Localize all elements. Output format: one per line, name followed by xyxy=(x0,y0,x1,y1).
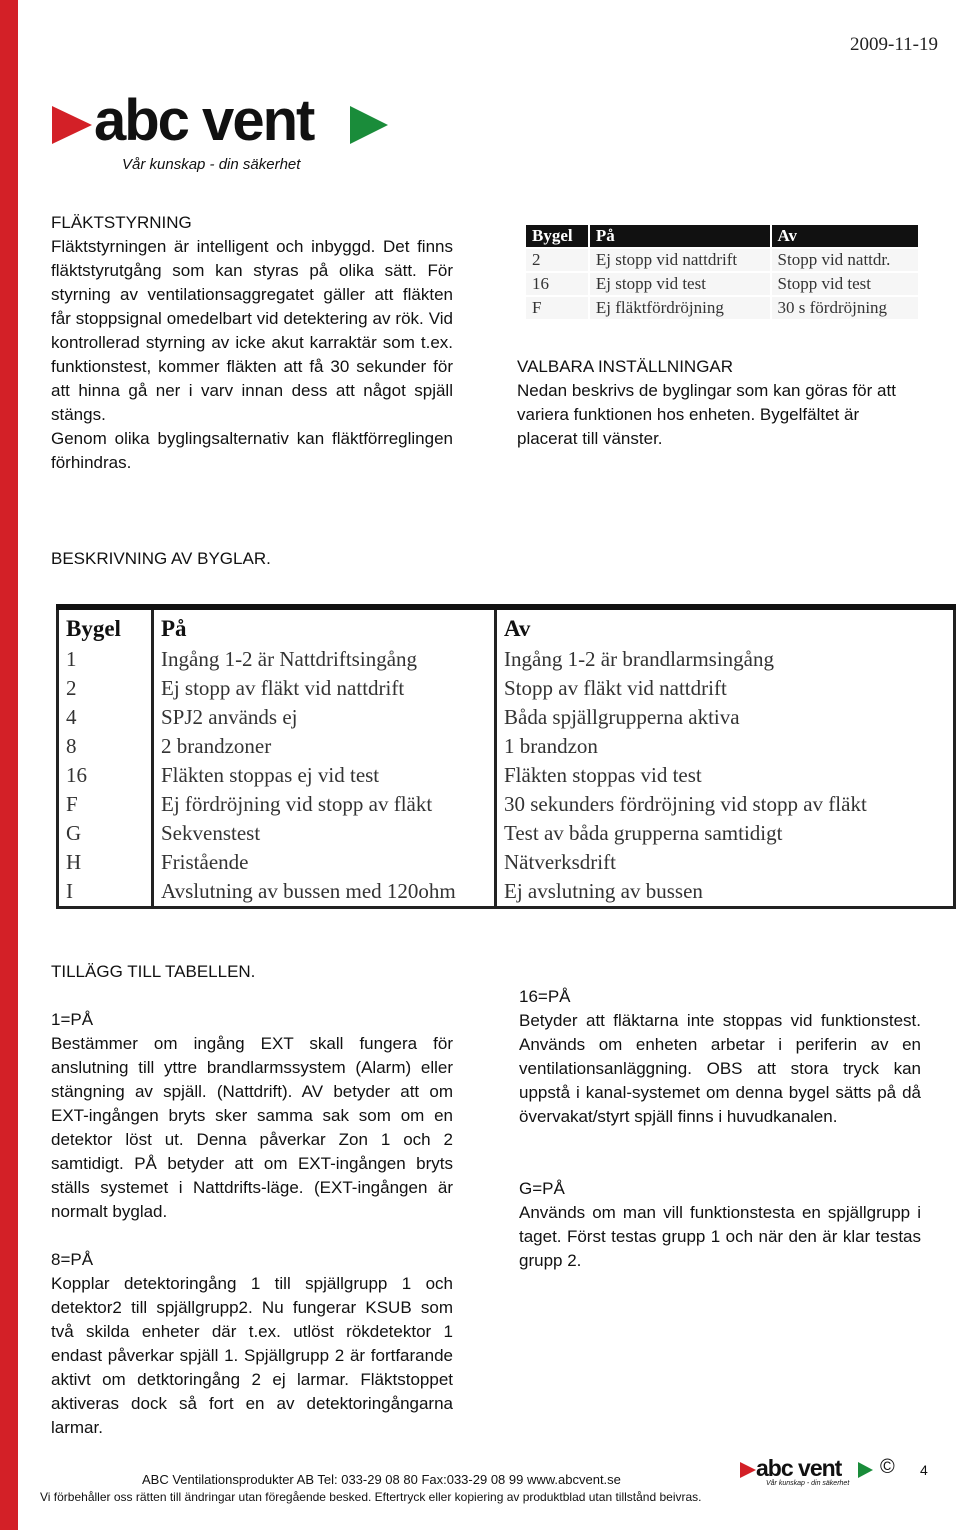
jumper-1-description: Bestämmer om ingång EXT skall fungera för anslutning till yttre brandlarmssystem (Alarm) eller stängning av spjäll. (Nattdrift). AV betyder att om EXT-ingången bryts sker samma sak som om en detektor löst ut. Denna påverkar Zon 1 och 2 samtidigt. PÅ betyder att om EXT-ingången bryts ställs systemet i Nattdrifts-läge. (EXT-ingången är normalt byglad. xyxy=(51,1034,453,1221)
valbara-section xyxy=(517,355,917,451)
table-cell: Test av båda grupperna samtidigt xyxy=(504,821,783,845)
table-cell: 1 brandzon xyxy=(504,734,598,758)
table-cell: Fläkten stoppas ej vid test xyxy=(153,761,496,790)
table-row xyxy=(58,732,955,761)
table-cell: Fristående xyxy=(153,848,496,877)
jumper-g-description: Används om man vill funktionstesta en spjällgrupp i taget. Först testas grupp 1 och när den är klar testas grupp 2. xyxy=(519,1203,921,1270)
left-red-bar xyxy=(0,0,18,1530)
table-cell: I xyxy=(58,877,153,908)
fan-jumper-table xyxy=(524,223,920,321)
table-cell: Ej fläktfördröjning xyxy=(589,296,771,320)
red-triangle-icon xyxy=(52,106,92,144)
header-cell: Bygel xyxy=(525,224,589,248)
table-row xyxy=(525,296,919,320)
table-row xyxy=(525,248,919,272)
tillagg-heading: TILLÄGG TILL TABELLEN. xyxy=(51,962,256,981)
table-row xyxy=(58,848,955,877)
page-number: 4 xyxy=(920,1462,928,1478)
green-triangle-icon xyxy=(858,1462,873,1478)
table-cell: 4 xyxy=(58,703,153,732)
logo-wordmark: abc vent xyxy=(94,88,314,153)
table-cell: Avslutning av bussen med 120ohm xyxy=(153,877,496,908)
flaktstyrning-paragraph-2: Genom olika byglingsalternativ kan fläktförreglingen förhindras. xyxy=(51,429,453,472)
jumper-g-title: G=PÅ xyxy=(519,1179,565,1198)
footer-contact: ABC Ventilationsprodukter AB Tel: 033-29 08 80 Fax:033-29 08 99 www.abcvent.se xyxy=(142,1472,621,1487)
logo-slogan: Vår kunskap - din säkerhet xyxy=(122,156,301,173)
flaktstyrning-paragraph: Fläktstyrningen är intelligent och inbyggd. Det finns fläktstyrutgång som kan styras på olika sätt. För styrning av ventilationsaggregatet gäller att fläkten får stoppsignal omedelbart vid detektering av rök. Vid kontrollerad styrning av icke akut karraktär som t.ex. funktionstest, kommer fläkten att få 30 sekunder för att hinna gå ner i varv innan dess att något spjäll stängs. xyxy=(51,237,453,424)
table-row xyxy=(58,790,955,819)
table-cell: Båda spjällgrupperna aktiva xyxy=(504,705,740,729)
abc-vent-logo xyxy=(52,88,392,180)
valbara-heading: VALBARA INSTÄLLNINGAR xyxy=(517,357,734,376)
table-row xyxy=(58,645,955,674)
jumper-8-title: 8=PÅ xyxy=(51,1250,94,1269)
header-cell: På xyxy=(153,607,496,645)
jumper-1-title: 1=PÅ xyxy=(51,1010,94,1029)
green-triangle-icon xyxy=(350,106,388,144)
jumper-16-title: 16=PÅ xyxy=(519,987,571,1006)
table-cell: Fläkten stoppas vid test xyxy=(504,763,702,787)
table-cell: Ingång 1-2 är brandlarmsingång xyxy=(504,647,774,671)
flaktstyrning-heading: FLÄKTSTYRNING xyxy=(51,213,192,232)
table-row xyxy=(58,674,955,703)
header-cell: Av xyxy=(504,616,531,641)
table-cell: Nätverksdrift xyxy=(504,850,616,874)
table-cell: G xyxy=(58,819,153,848)
table-cell: F xyxy=(58,790,153,819)
table-header-row xyxy=(525,224,919,248)
table-cell: 16 xyxy=(525,272,589,296)
table-row xyxy=(58,703,955,732)
flaktstyrning-section xyxy=(51,211,453,475)
header-cell: Av xyxy=(771,224,919,248)
table-cell: Stopp vid test xyxy=(771,272,919,296)
tillagg-left-column xyxy=(51,960,453,1440)
footer-logo-wordmark: abc vent xyxy=(756,1455,842,1481)
table-cell: H xyxy=(58,848,153,877)
table-cell: 8 xyxy=(58,732,153,761)
table-cell: 16 xyxy=(58,761,153,790)
table-cell: 2 xyxy=(58,674,153,703)
footer-logo-slogan: Vår kunskap - din säkerhet xyxy=(766,1480,850,1487)
jumper-8-description: Kopplar detektoringång 1 till spjällgrupp 1 och detektor2 till spjällgrupp2. Nu fungerar KSUB som två skilda enheter där t.ex. utlöst rökdetektor 1 endast påverkar spjäll 1. Spjällgrupp 2 är fortfarande aktivt om detktoringång 2 ej larmar. Fläktstoppet aktiveras dock så fort en av detektoringångarna larmar. xyxy=(51,1274,453,1437)
red-triangle-icon xyxy=(740,1462,756,1478)
table-cell: Sekvenstest xyxy=(153,819,496,848)
table-cell: 2 brandzoner xyxy=(153,732,496,761)
table-cell: F xyxy=(525,296,589,320)
table-cell: 1 xyxy=(58,645,153,674)
table-cell: Stopp vid nattdr. xyxy=(771,248,919,272)
table-cell: Ej avslutning av bussen xyxy=(504,879,703,903)
tillagg-right-column xyxy=(519,985,921,1273)
footer-disclaimer: Vi förbehåller oss rätten till ändringar utan föregående besked. Eftertryck eller kopiering av produktblad utan tillstånd beivras. xyxy=(40,1490,702,1504)
table-cell: Ej stopp av fläkt vid nattdrift xyxy=(153,674,496,703)
table-cell: SPJ2 används ej xyxy=(153,703,496,732)
copyright-icon: © xyxy=(880,1456,895,1478)
table-cell: Ej stopp vid test xyxy=(589,272,771,296)
table-header-row xyxy=(58,607,955,645)
table-cell: 2 xyxy=(525,248,589,272)
table-cell: Ingång 1-2 är Nattdriftsingång xyxy=(153,645,496,674)
table-cell: Stopp av fläkt vid nattdrift xyxy=(504,676,727,700)
table-row xyxy=(525,272,919,296)
header-cell: Bygel xyxy=(58,607,153,645)
valbara-paragraph: Nedan beskrivs de byglingar som kan göras för att variera funktionen hos enheten. Bygelfältet är placerat till vänster. xyxy=(517,381,896,448)
header-cell: På xyxy=(589,224,771,248)
beskrivning-heading: BESKRIVNING AV BYGLAR. xyxy=(51,549,271,568)
table-row xyxy=(58,877,955,908)
table-cell: 30 s fördröjning xyxy=(771,296,919,320)
table-row xyxy=(58,761,955,790)
table-cell: Ej stopp vid nattdrift xyxy=(589,248,771,272)
jumper-description-table xyxy=(56,604,956,909)
footer-logo xyxy=(740,1455,880,1490)
document-date: 2009-11-19 xyxy=(850,34,938,55)
jumper-16-description: Betyder att fläktarna inte stoppas vid funktionstest. Används om enheten arbetar i periferin av en ventilationsanläggning. OBS att stora tryck kan uppstå i kanal-systemet om denna bygel sätts på då övervakat/styrt spjäll finns i huvudkanalen. xyxy=(519,1011,921,1126)
table-cell: Ej fördröjning vid stopp av fläkt xyxy=(153,790,496,819)
table-row xyxy=(58,819,955,848)
table-cell: 30 sekunders fördröjning vid stopp av fläkt xyxy=(504,792,867,816)
